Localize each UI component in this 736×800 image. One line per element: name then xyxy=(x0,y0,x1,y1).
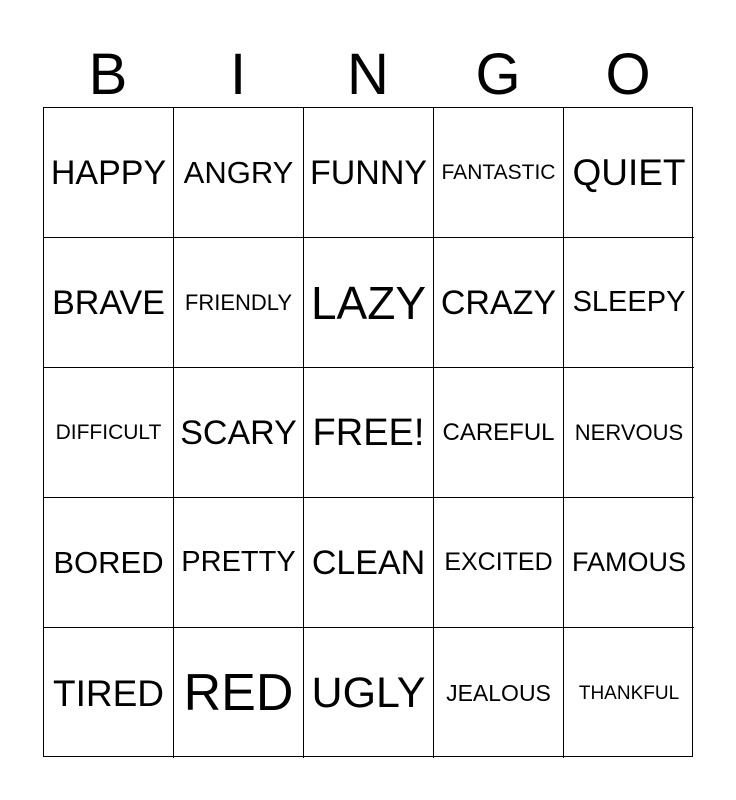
bingo-cell[interactable]: FREE! xyxy=(304,368,434,498)
bingo-cell[interactable]: CLEAN xyxy=(304,498,434,628)
bingo-header xyxy=(43,42,693,108)
bingo-cell[interactable]: DIFFICULT xyxy=(44,368,174,498)
bingo-cell[interactable]: TIRED xyxy=(44,628,174,758)
bingo-cell[interactable]: UGLY xyxy=(304,628,434,758)
header-letter-i: I xyxy=(229,42,247,107)
bingo-cell[interactable]: FANTASTIC xyxy=(434,108,564,238)
bingo-cell[interactable]: CAREFUL xyxy=(434,368,564,498)
bingo-cell[interactable]: FUNNY xyxy=(304,108,434,238)
bingo-cell[interactable]: HAPPY xyxy=(44,108,174,238)
bingo-cell[interactable]: SCARY xyxy=(174,368,304,498)
bingo-cell[interactable]: JEALOUS xyxy=(434,628,564,758)
header-letter-b: B xyxy=(88,42,128,107)
header-letter-n: N xyxy=(347,42,389,107)
bingo-cell[interactable]: EXCITED xyxy=(434,498,564,628)
bingo-cell[interactable]: BORED xyxy=(44,498,174,628)
bingo-cell[interactable]: BRAVE xyxy=(44,238,174,368)
bingo-cell[interactable]: FAMOUS xyxy=(564,498,694,628)
bingo-cell[interactable]: FRIENDLY xyxy=(174,238,304,368)
header-letter-g: G xyxy=(475,42,521,107)
bingo-cell[interactable]: THANKFUL xyxy=(578,682,680,704)
bingo-cell[interactable]: NERVOUS xyxy=(564,368,694,498)
bingo-cell[interactable]: ANGRY xyxy=(174,108,304,238)
bingo-grid xyxy=(43,107,693,757)
bingo-cell[interactable]: LAZY xyxy=(304,238,434,368)
bingo-cell[interactable]: RED xyxy=(174,628,304,758)
bingo-cell[interactable]: CRAZY xyxy=(434,238,564,368)
bingo-cell[interactable]: QUIET xyxy=(564,108,694,238)
bingo-cell[interactable]: PRETTY xyxy=(174,498,304,628)
header-letter-o: O xyxy=(605,42,651,107)
bingo-cell[interactable]: SLEEPY xyxy=(564,238,694,368)
